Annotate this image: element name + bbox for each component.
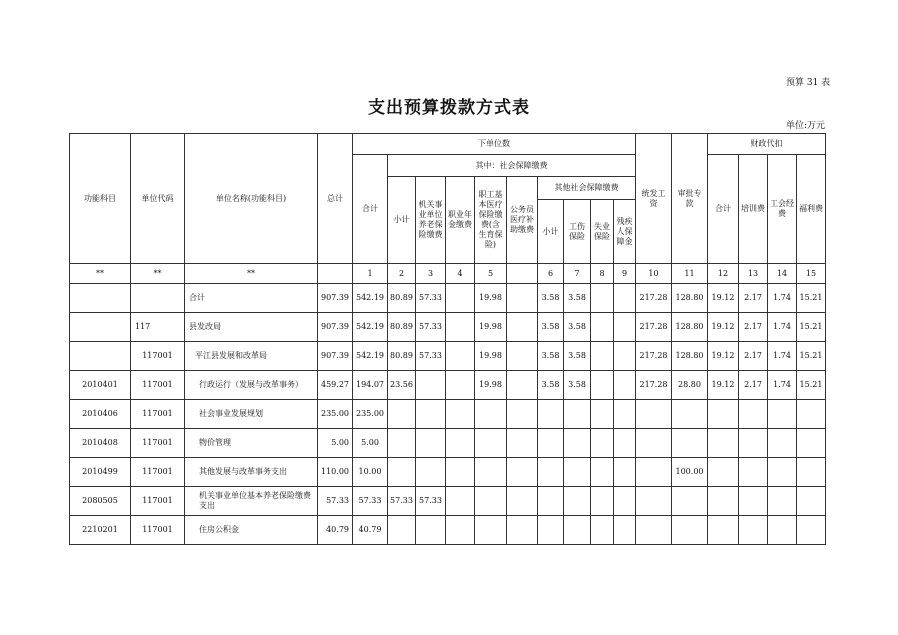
cell-value (768, 487, 797, 516)
header-peixun: 培训费 (739, 155, 768, 264)
header-tongfa: 统发工资 (636, 134, 672, 264)
cell-value (416, 400, 446, 429)
header-qizhong: 其中：社会保障缴费 (388, 155, 636, 177)
cell-value (507, 371, 538, 400)
index-row (70, 264, 826, 284)
cell-value: 5.00 (353, 429, 388, 458)
cell-value (507, 284, 538, 313)
table-row (70, 371, 826, 400)
cell-value (507, 342, 538, 371)
cell-code: 117001 (131, 487, 185, 516)
cell-value: 217.28 (636, 371, 672, 400)
cell-value: 542.19 (353, 284, 388, 313)
cell-value: 3.58 (564, 284, 591, 313)
cell-name: 平江县发展和改革局 (185, 342, 318, 371)
cell-value (446, 400, 475, 429)
cell-value: 19.98 (475, 342, 507, 371)
cell-value (614, 371, 636, 400)
cell-value (768, 458, 797, 487)
cell-value: 57.33 (388, 487, 416, 516)
index-cell: 3 (416, 264, 446, 284)
cell-value (614, 400, 636, 429)
cell-value: 40.79 (353, 516, 388, 545)
cell-code: 117001 (131, 458, 185, 487)
cell-value (739, 400, 768, 429)
cell-value (636, 400, 672, 429)
page-title: 支出预算拨款方式表 (368, 98, 530, 118)
header-fuli: 福利费 (797, 155, 826, 264)
cell-func: 2210201 (70, 516, 131, 545)
table-row (70, 284, 826, 313)
cell-value (591, 342, 614, 371)
cell-value (797, 400, 826, 429)
cell-value (672, 516, 708, 545)
cell-code: 117 (131, 313, 185, 342)
cell-value (446, 371, 475, 400)
cell-code: 117001 (131, 371, 185, 400)
cell-value: 128.80 (672, 342, 708, 371)
cell-func: 2010408 (70, 429, 131, 458)
cell-value: 3.58 (538, 313, 564, 342)
cell-value (636, 458, 672, 487)
header-func: 功能科目 (70, 134, 131, 264)
cell-value (564, 516, 591, 545)
cell-value (591, 400, 614, 429)
cell-value (591, 458, 614, 487)
cell-value (507, 400, 538, 429)
header-xia: 下单位数 (353, 134, 636, 155)
header-caizheng: 财政代扣 (708, 134, 826, 155)
cell-value: 194.07 (353, 371, 388, 400)
cell-value: 110.00 (318, 458, 353, 487)
cell-value (538, 400, 564, 429)
cell-value: 15.21 (797, 342, 826, 371)
index-cell: 1 (353, 264, 388, 284)
cell-value (507, 458, 538, 487)
cell-value: 2.17 (739, 371, 768, 400)
cell-value (739, 487, 768, 516)
header-yiliao: 职工基本医疗保险缴费(含生育保险) (475, 177, 507, 264)
cell-code: 117001 (131, 400, 185, 429)
cell-value (708, 516, 739, 545)
index-cell: 10 (636, 264, 672, 284)
cell-value (538, 516, 564, 545)
cell-value: 3.58 (538, 284, 564, 313)
cell-value (614, 429, 636, 458)
cell-value (446, 284, 475, 313)
cell-code (131, 284, 185, 313)
cell-func: 2010401 (70, 371, 131, 400)
unit-label: 单位:万元 (786, 121, 826, 131)
cell-value: 15.21 (797, 371, 826, 400)
cell-value: 57.33 (318, 487, 353, 516)
cell-value (797, 429, 826, 458)
cell-value (768, 429, 797, 458)
cell-value: 542.19 (353, 342, 388, 371)
cell-value (446, 458, 475, 487)
cell-value: 2.17 (739, 284, 768, 313)
cell-value (614, 284, 636, 313)
cell-value: 80.89 (388, 342, 416, 371)
cell-value: 907.39 (318, 284, 353, 313)
cell-value: 57.33 (416, 487, 446, 516)
cell-value: 128.80 (672, 284, 708, 313)
index-cell (318, 264, 353, 284)
index-cell (507, 264, 538, 284)
cell-value (739, 429, 768, 458)
cell-value (475, 458, 507, 487)
cell-value: 217.28 (636, 342, 672, 371)
header-canji: 残疾人保障金 (614, 200, 636, 264)
cell-value (591, 284, 614, 313)
index-cell: 6 (538, 264, 564, 284)
index-cell: ** (70, 264, 131, 284)
cell-value (388, 516, 416, 545)
cell-value: 2.17 (739, 313, 768, 342)
index-cell: 14 (768, 264, 797, 284)
cell-value: 3.58 (564, 371, 591, 400)
cell-func: 2080505 (70, 487, 131, 516)
cell-name: 合计 (185, 284, 318, 313)
cell-value (708, 487, 739, 516)
cell-value (475, 429, 507, 458)
index-cell: 15 (797, 264, 826, 284)
table-row (70, 516, 826, 545)
index-cell: ** (131, 264, 185, 284)
cell-value (797, 458, 826, 487)
cell-code: 117001 (131, 429, 185, 458)
cell-value: 128.80 (672, 313, 708, 342)
budget-table (69, 133, 826, 545)
cell-value: 57.33 (416, 342, 446, 371)
cell-value: 235.00 (353, 400, 388, 429)
cell-value: 1.74 (768, 284, 797, 313)
cell-value (636, 487, 672, 516)
cell-name: 其他发展与改革事务支出 (185, 458, 318, 487)
cell-value: 80.89 (388, 284, 416, 313)
cell-func (70, 284, 131, 313)
header-cz-heji: 合计 (708, 155, 739, 264)
cell-value (416, 429, 446, 458)
cell-value (591, 429, 614, 458)
cell-value (672, 400, 708, 429)
cell-value (507, 429, 538, 458)
cell-value: 3.58 (538, 371, 564, 400)
cell-value: 907.39 (318, 342, 353, 371)
index-cell: 4 (446, 264, 475, 284)
cell-value: 57.33 (416, 313, 446, 342)
cell-value (507, 516, 538, 545)
index-cell: 2 (388, 264, 416, 284)
cell-value (446, 342, 475, 371)
cell-value (446, 313, 475, 342)
table-body (70, 284, 826, 545)
cell-value (564, 429, 591, 458)
cell-value (416, 458, 446, 487)
index-cell: 9 (614, 264, 636, 284)
cell-value (564, 458, 591, 487)
cell-value (446, 429, 475, 458)
cell-value (614, 487, 636, 516)
cell-value (614, 342, 636, 371)
header-jiguan: 机关事业单位养老保险缴费 (416, 177, 446, 264)
cell-name: 行政运行（发展与改革事务） (185, 371, 318, 400)
cell-value: 217.28 (636, 284, 672, 313)
cell-value (797, 487, 826, 516)
cell-value: 15.21 (797, 284, 826, 313)
cell-value (538, 458, 564, 487)
cell-value (768, 516, 797, 545)
table-row (70, 458, 826, 487)
cell-value: 100.00 (672, 458, 708, 487)
cell-func: 2010406 (70, 400, 131, 429)
cell-value (507, 313, 538, 342)
header-shiye: 失业保险 (591, 200, 614, 264)
header-other: 其他社会保障缴费 (538, 177, 636, 200)
cell-value (538, 487, 564, 516)
cell-value (636, 516, 672, 545)
cell-value: 28.80 (672, 371, 708, 400)
cell-value (739, 458, 768, 487)
cell-value (797, 516, 826, 545)
header-heji: 合计 (353, 155, 388, 264)
cell-value: 57.33 (416, 284, 446, 313)
cell-value (564, 400, 591, 429)
index-cell: 12 (708, 264, 739, 284)
cell-value (708, 400, 739, 429)
cell-value: 542.19 (353, 313, 388, 342)
cell-value (475, 487, 507, 516)
cell-value (446, 487, 475, 516)
table-number: 预算 31 表 (786, 78, 831, 88)
header-gongwu: 公务员医疗补助缴费 (507, 177, 538, 264)
header-xiaoji: 小计 (388, 177, 416, 264)
cell-value (591, 313, 614, 342)
cell-value: 19.98 (475, 284, 507, 313)
cell-value (507, 487, 538, 516)
cell-value (475, 516, 507, 545)
table-row (70, 313, 826, 342)
cell-value (416, 371, 446, 400)
cell-value (614, 516, 636, 545)
cell-value (636, 429, 672, 458)
cell-value: 57.33 (353, 487, 388, 516)
cell-value: 80.89 (388, 313, 416, 342)
cell-value: 19.12 (708, 313, 739, 342)
cell-code: 117001 (131, 342, 185, 371)
index-cell: 7 (564, 264, 591, 284)
cell-name: 住房公积金 (185, 516, 318, 545)
cell-value: 2.17 (739, 342, 768, 371)
cell-value (416, 516, 446, 545)
cell-value (672, 429, 708, 458)
cell-value (739, 516, 768, 545)
header-gongshang: 工伤保险 (564, 200, 591, 264)
table-row (70, 429, 826, 458)
cell-value: 3.58 (564, 342, 591, 371)
cell-value: 19.98 (475, 371, 507, 400)
cell-code: 117001 (131, 516, 185, 545)
header-other-xiaoji: 小计 (538, 200, 564, 264)
cell-value: 10.00 (353, 458, 388, 487)
cell-func: 2010499 (70, 458, 131, 487)
cell-value: 19.12 (708, 371, 739, 400)
cell-value: 1.74 (768, 342, 797, 371)
table-row (70, 487, 826, 516)
cell-value (446, 516, 475, 545)
cell-value: 15.21 (797, 313, 826, 342)
header-name: 单位名称(功能科目) (185, 134, 318, 264)
index-cell: ** (185, 264, 318, 284)
cell-name: 社会事业发展规划 (185, 400, 318, 429)
cell-value (672, 487, 708, 516)
cell-value (708, 458, 739, 487)
index-cell: 13 (739, 264, 768, 284)
cell-value: 217.28 (636, 313, 672, 342)
header-code: 单位代码 (131, 134, 185, 264)
cell-value: 907.39 (318, 313, 353, 342)
cell-func (70, 313, 131, 342)
table-row (70, 342, 826, 371)
index-cell: 8 (591, 264, 614, 284)
cell-value: 23.56 (388, 371, 416, 400)
cell-value (564, 487, 591, 516)
cell-value (538, 429, 564, 458)
cell-value: 3.58 (564, 313, 591, 342)
cell-name: 机关事业单位基本养老保险缴费支出 (185, 487, 318, 516)
header-total: 总计 (318, 134, 353, 264)
cell-value: 5.00 (318, 429, 353, 458)
cell-value: 19.12 (708, 342, 739, 371)
cell-value (591, 516, 614, 545)
cell-value (614, 313, 636, 342)
index-cell: 5 (475, 264, 507, 284)
header-zhiye: 职业年金缴费 (446, 177, 475, 264)
cell-value: 1.74 (768, 313, 797, 342)
table-row (70, 400, 826, 429)
index-cell: 11 (672, 264, 708, 284)
cell-value (708, 429, 739, 458)
cell-value (388, 458, 416, 487)
cell-func (70, 342, 131, 371)
header-gonghui: 工会经费 (768, 155, 797, 264)
cell-value: 40.79 (318, 516, 353, 545)
cell-value: 459.27 (318, 371, 353, 400)
cell-value: 19.98 (475, 313, 507, 342)
cell-value (388, 400, 416, 429)
header-shenpi: 审批专款 (672, 134, 708, 264)
cell-value (475, 400, 507, 429)
cell-value: 235.00 (318, 400, 353, 429)
cell-value (591, 487, 614, 516)
cell-value (388, 429, 416, 458)
cell-value (768, 400, 797, 429)
cell-name: 物价管理 (185, 429, 318, 458)
cell-value: 3.58 (538, 342, 564, 371)
cell-value (591, 371, 614, 400)
cell-value (614, 458, 636, 487)
cell-value: 19.12 (708, 284, 739, 313)
cell-value: 1.74 (768, 371, 797, 400)
cell-name: 县发改局 (185, 313, 318, 342)
